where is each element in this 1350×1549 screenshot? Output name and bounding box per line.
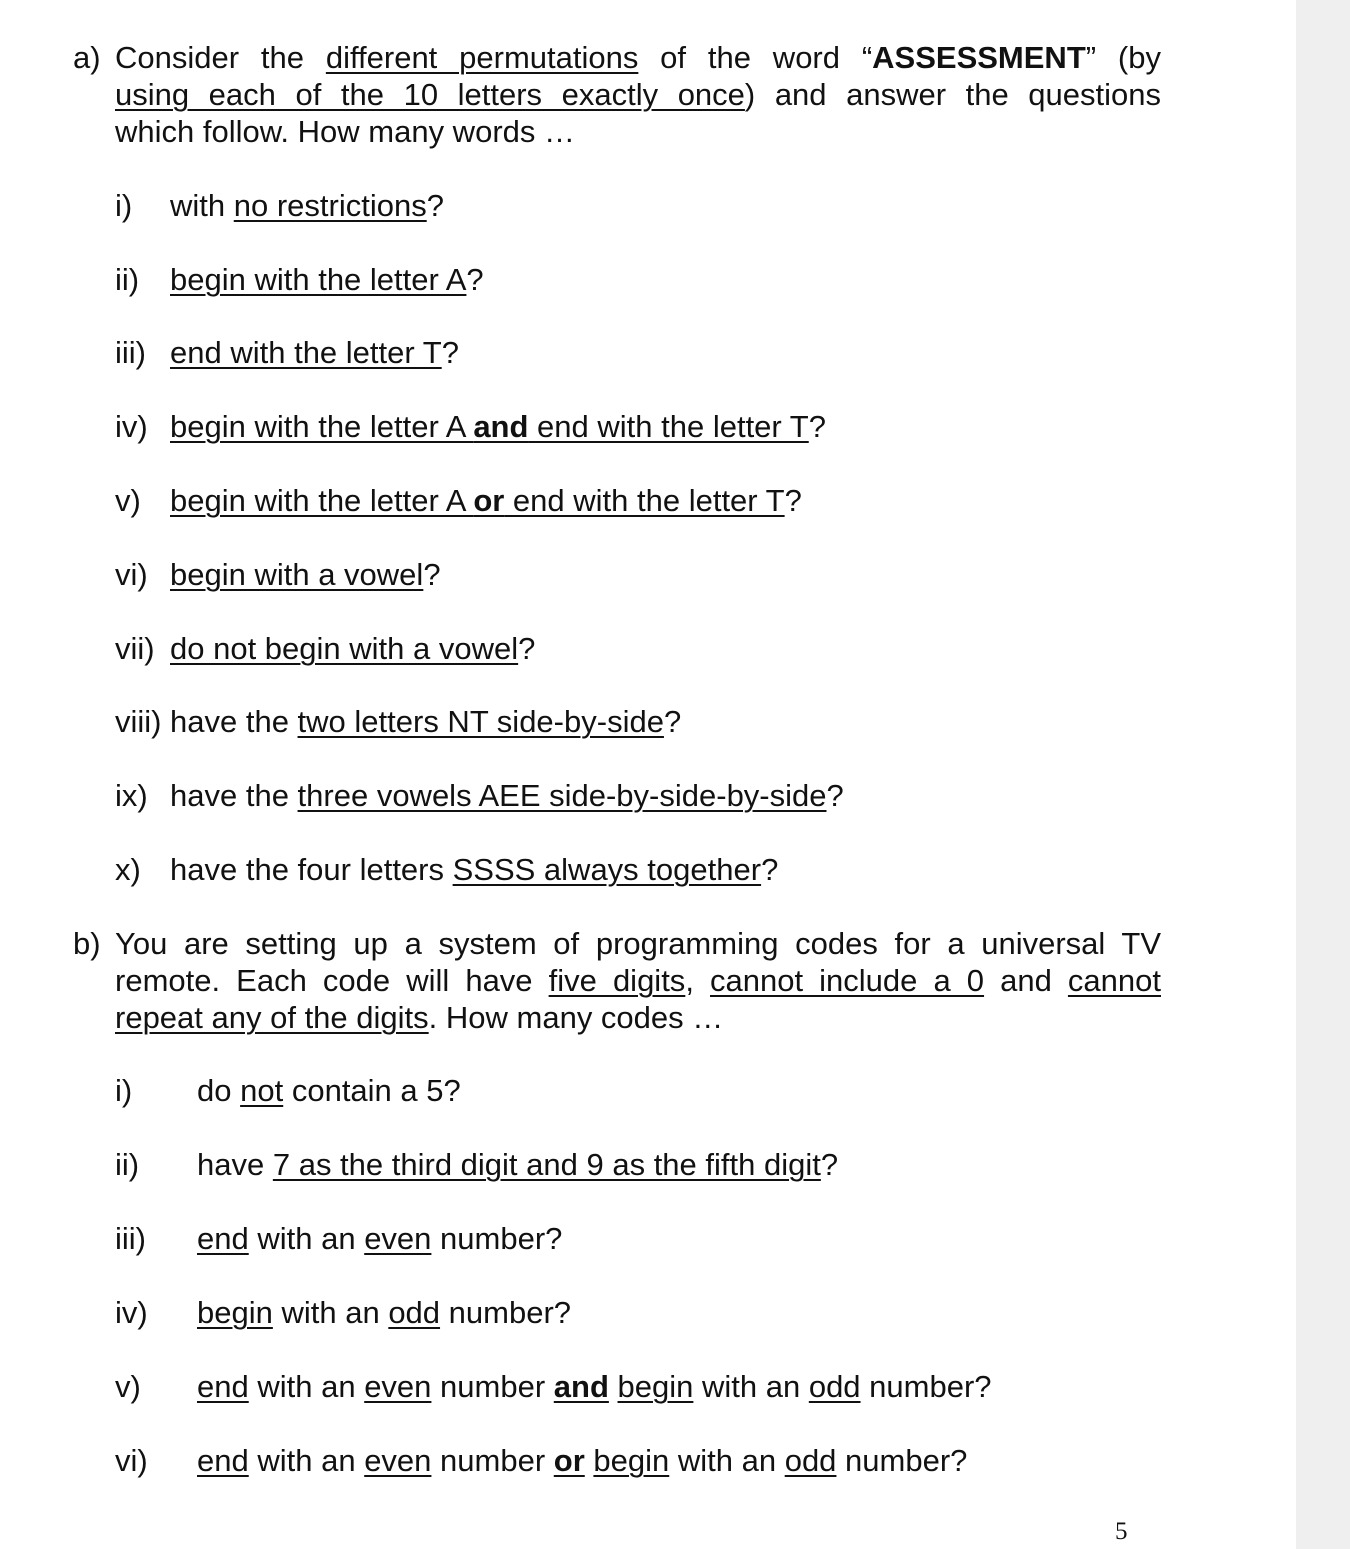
a-item-label: vii) <box>115 631 155 666</box>
part-a-intro-line-2: using each of the 10 letters exactly once) and answer the questions <box>115 77 1162 112</box>
b-item-label: ii) <box>115 1147 140 1182</box>
a-item-label: i) <box>115 188 133 223</box>
a-item-label: viii) <box>115 704 162 739</box>
a-item-label: vi) <box>115 557 148 592</box>
b-item-text: end with an even number and begin with an odd number? <box>197 1369 992 1404</box>
a-item-text: begin with the letter A? <box>170 262 484 297</box>
a-item-label: ii) <box>115 262 140 297</box>
a-item-text: end with the letter T? <box>170 335 459 370</box>
a-item-label: x) <box>115 852 141 887</box>
part-a-marker: a) <box>73 40 101 75</box>
a-item-text: have the four letters SSSS always together? <box>170 852 779 887</box>
a-item-label: ix) <box>115 778 148 813</box>
b-item-text: end with an even number? <box>197 1221 563 1256</box>
a-item-text: with no restrictions? <box>170 188 444 223</box>
a-item-text: have the two letters NT side-by-side? <box>170 704 682 739</box>
b-item-label: i) <box>115 1073 133 1108</box>
viewer-gutter <box>1296 0 1350 1549</box>
b-item-text: have 7 as the third digit and 9 as the fifth digit? <box>197 1147 839 1182</box>
b-item-label: vi) <box>115 1443 148 1478</box>
a-item-text: begin with the letter A and end with the letter T? <box>170 409 826 444</box>
part-b-intro-line-3: repeat any of the digits. How many codes … <box>115 1000 724 1035</box>
part-b-intro-line-2: remote. Each code will have five digits, cannot include a 0 and cannot <box>115 963 1161 998</box>
part-b-marker: b) <box>73 926 101 961</box>
b-item-text: end with an even number or begin with an odd number? <box>197 1443 968 1478</box>
a-item-text: begin with a vowel? <box>170 557 441 592</box>
a-item-text: do not begin with a vowel? <box>170 631 536 666</box>
part-a-intro-line-3: which follow. How many words … <box>115 114 575 149</box>
a-item-label: iv) <box>115 409 148 444</box>
b-item-label: iv) <box>115 1295 148 1330</box>
a-item-label: v) <box>115 483 141 518</box>
a-item-label: iii) <box>115 335 146 370</box>
page-number: 5 <box>1115 1518 1128 1545</box>
b-item-text: do not contain a 5? <box>197 1073 461 1108</box>
b-item-text: begin with an odd number? <box>197 1295 572 1330</box>
a-item-text: have the three vowels AEE side-by-side-by-side? <box>170 778 844 813</box>
part-a-intro-line-1: Consider the different permutations of the word “ASSESSMENT” (by <box>115 40 1161 75</box>
part-b-intro-line-1: You are setting up a system of programming codes for a universal TV <box>115 926 1161 961</box>
b-item-label: iii) <box>115 1221 146 1256</box>
b-item-label: v) <box>115 1369 141 1404</box>
a-item-text: begin with the letter A or end with the letter T? <box>170 483 802 518</box>
